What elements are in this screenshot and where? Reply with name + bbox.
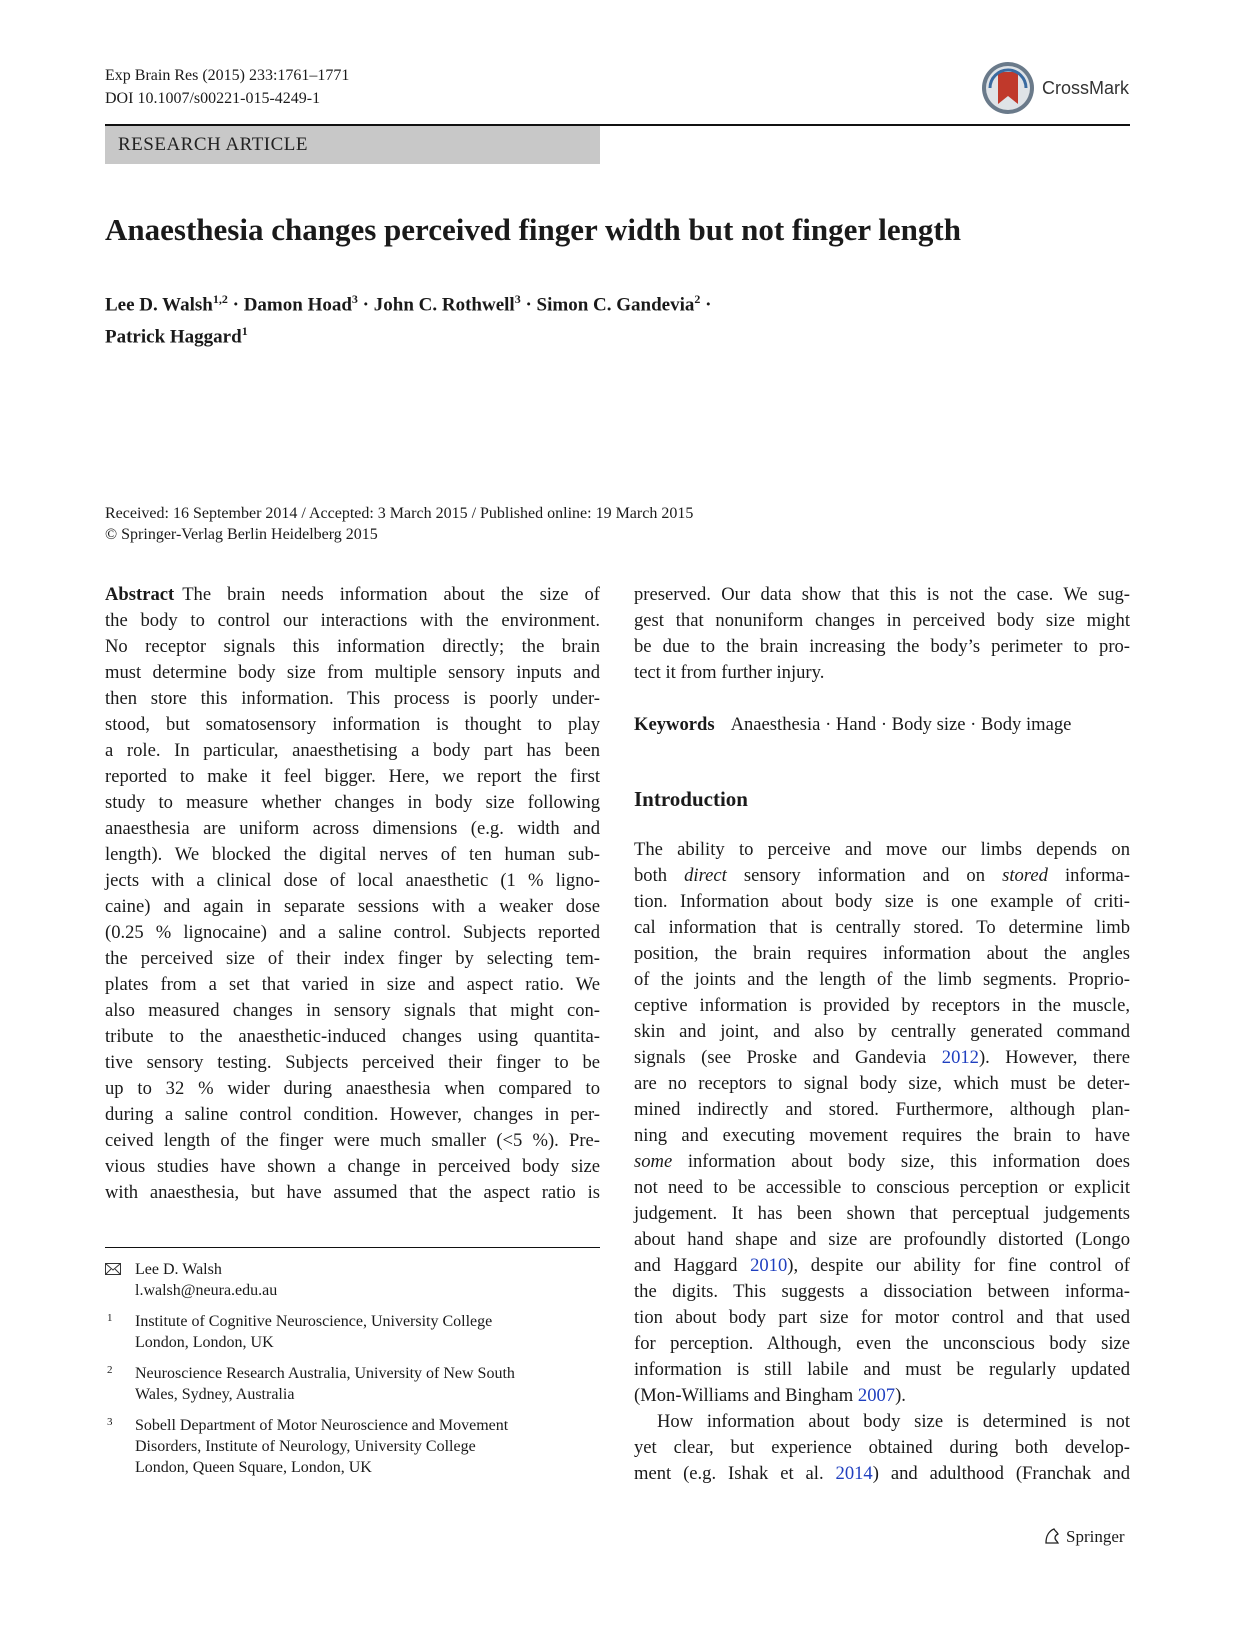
text-line: judgement. It has been shown that perceptual judgements: [634, 1203, 1130, 1224]
abstract-line: stood, but somatosensory information is thought to play: [105, 714, 600, 735]
author-list: [105, 286, 711, 351]
envelope-icon: [105, 1263, 121, 1275]
affiliation-3: [105, 1415, 600, 1478]
text-line: skin and joint, and also by centrally generated command: [634, 1021, 1130, 1042]
abstract-line: (0.25 % lignocaine) and a saline control. Subjects reported: [105, 922, 600, 943]
author-separator: ·: [227, 294, 244, 316]
abstract-line: tribute to the anaesthetic-induced changes using quantita-: [105, 1026, 600, 1047]
abstract-line: the body to control our interactions with the environment.: [105, 610, 600, 631]
affiliation-line: Sobell Department of Motor Neuroscience and Movement: [135, 1417, 509, 1434]
footnotes: [105, 1259, 600, 1488]
author-affiliation-sup: 2: [694, 292, 701, 306]
citation-link[interactable]: 2007: [857, 1385, 896, 1406]
text-line: the digits. This suggests a dissociation between informa-: [634, 1281, 1130, 1302]
springer-horse-icon: [1042, 1526, 1062, 1546]
author-affiliation-sup: 1: [241, 324, 248, 339]
author-affiliation-sup: 3: [351, 292, 358, 306]
text-line: are no receptors to signal body size, which must be deter-: [634, 1073, 1130, 1094]
author-affiliation-sup: 3: [514, 292, 521, 306]
text-line: The ability to perceive and move our limbs depends on: [634, 839, 1130, 860]
affiliation-number: 3: [107, 1416, 113, 1428]
text-line: tion. Information about body size is one example of criti-: [634, 891, 1130, 912]
text-line: of the joints and the length of the limb segments. Proprio-: [634, 969, 1130, 990]
abstract-line: with anaesthesia, but have assumed that the aspect ratio is: [105, 1182, 600, 1203]
abstract-line: be due to the brain increasing the body’s perimeter to pro-: [634, 636, 1130, 657]
text-line: signals (see Proske and Gandevia 2012). However, there: [634, 1047, 1130, 1068]
text-line: and Haggard 2010), despite our ability for fine control of: [634, 1255, 1130, 1276]
affiliation-line: London, Queen Square, London, UK: [135, 1459, 372, 1476]
crossmark-badge[interactable]: [980, 60, 1130, 120]
corresponding-author: [105, 1259, 600, 1301]
abstract-column: [105, 582, 600, 1206]
article-type-banner: [105, 126, 600, 164]
text-line: some information about body size, this information does: [634, 1151, 1130, 1172]
section-heading-introduction: Introduction: [634, 787, 748, 811]
author-name[interactable]: Patrick Haggard: [105, 326, 242, 348]
abstract-line: vious studies have shown a change in perceived body size: [105, 1156, 600, 1177]
author-separator: ·: [520, 294, 537, 316]
abstract-line: reported to make it feel bigger. Here, we report the first: [105, 766, 600, 787]
article-type-label: RESEARCH ARTICLE: [118, 134, 309, 155]
text-line: yet clear, but experience obtained during both develop-: [634, 1437, 1130, 1458]
abstract-line: also measured changes in sensory signals that might con-: [105, 1000, 600, 1021]
abstract-line: a role. In particular, anaesthetising a body part has been: [105, 740, 600, 761]
abstract-line: gest that nonuniform changes in perceived body size might: [634, 610, 1130, 631]
abstract-line: No receptor signals this information directly; the brain: [105, 636, 600, 657]
keywords-heading: Keywords: [634, 714, 715, 735]
text-line: cal information that is centrally stored. To determine limb: [634, 917, 1130, 938]
text-line: mined indirectly and stored. Furthermore, although plan-: [634, 1099, 1130, 1120]
abstract-line: caine) and again in separate sessions with a weaker dose: [105, 896, 600, 917]
abstract-line: Abstract The brain needs information about the size of: [105, 584, 600, 605]
abstract-line: ceived length of the finger were much smaller (<5 %). Pre-: [105, 1130, 600, 1151]
crossmark-label: CrossMark: [1042, 78, 1130, 98]
abstract-line: the perceived size of their index finger by selecting tem-: [105, 948, 600, 969]
citation-link[interactable]: 2010: [750, 1255, 788, 1276]
history-line: Received: 16 September 2014 / Accepted: 3 March 2015 / Published online: 19 March 2015: [105, 505, 694, 522]
author-name[interactable]: John C. Rothwell: [373, 294, 515, 316]
abstract-line: tect it from further injury.: [634, 662, 825, 683]
author-name[interactable]: Simon C. Gandevia: [536, 294, 695, 316]
intro-paragraph-2: [634, 1409, 1130, 1487]
text-line: both direct sensory information and on stored informa-: [634, 865, 1130, 886]
affiliation-line: London, London, UK: [135, 1334, 274, 1351]
author-separator: ·: [700, 294, 712, 316]
citation-link[interactable]: 2014: [835, 1463, 873, 1484]
citation-link[interactable]: 2012: [941, 1047, 979, 1068]
abstract-line: length). We blocked the digital nerves of ten human sub-: [105, 844, 600, 865]
text-line: (Mon-Williams and Bingham 2007).: [634, 1385, 906, 1406]
affiliation-1: [105, 1311, 600, 1353]
intro-paragraph-1: [634, 837, 1130, 1409]
abstract-line: up to 32 % wider during anaesthesia when compared to: [105, 1078, 600, 1099]
contact-email[interactable]: l.walsh@neura.edu.au: [135, 1282, 278, 1299]
article-title: Anaesthesia changes perceived finger width but not finger length: [105, 212, 961, 247]
author-affiliation-sup: 1,2: [212, 292, 228, 306]
affiliation-number: 2: [107, 1364, 113, 1376]
affiliation-line: Institute of Cognitive Neuroscience, University College: [135, 1313, 493, 1330]
text-line: not need to be accessible to conscious perception or explicit: [634, 1177, 1130, 1198]
text-line: about hand shape and size are profoundly distorted (Longo: [634, 1229, 1130, 1250]
right-column: [634, 582, 1130, 1487]
journal-line: Exp Brain Res (2015) 233:1761–1771: [105, 67, 350, 84]
affiliation-2: [105, 1363, 600, 1405]
text-line: ceptive information is provided by receptors in the muscle,: [634, 995, 1130, 1016]
affiliation-line: Wales, Sydney, Australia: [135, 1386, 295, 1403]
text-line: ment (e.g. Ishak et al. 2014) and adulthood (Franchak and: [634, 1463, 1130, 1484]
affiliation-line: Neuroscience Research Australia, University of New South: [135, 1365, 515, 1382]
author-name[interactable]: Lee D. Walsh: [105, 294, 213, 316]
copyright-line: © Springer-Verlag Berlin Heidelberg 2015: [105, 526, 378, 543]
text-line: tion about body part size for motor control and that used: [634, 1307, 1130, 1328]
doi-line: DOI 10.1007/s00221-015-4249-1: [105, 90, 321, 107]
abstract-heading: Abstract: [105, 584, 175, 605]
keywords-list: Anaesthesia · Hand · Body size · Body image: [730, 714, 1072, 735]
abstract-line: tive sensory testing. Subjects perceived their finger to be: [105, 1052, 600, 1073]
abstract-line: plates from a set that varied in size and aspect ratio. We: [105, 974, 600, 995]
footnote-rule: [105, 1247, 600, 1248]
keywords: [634, 712, 1130, 738]
author-separator: ·: [357, 294, 374, 316]
publication-dates: [105, 503, 693, 545]
abstract-line: preserved. Our data show that this is not the case. We sug-: [634, 584, 1130, 605]
abstract-line: jects with a clinical dose of local anaesthetic (1 % ligno-: [105, 870, 600, 891]
abstract-line: during a saline control condition. However, changes in per-: [105, 1104, 600, 1125]
abstract-line: then store this information. This process is poorly under-: [105, 688, 600, 709]
crossmark-icon: [980, 60, 1036, 116]
text-line: How information about body size is determined is not: [657, 1411, 1130, 1432]
journal-citation: [105, 64, 349, 110]
publisher-logo: [1042, 1526, 1125, 1547]
abstract-line: must determine body size from multiple sensory inputs and: [105, 662, 600, 683]
abstract-line: anaesthesia are uniform across dimensions (e.g. width and: [105, 818, 600, 839]
affiliation-line: Disorders, Institute of Neurology, University College: [135, 1438, 476, 1455]
author-name[interactable]: Damon Hoad: [243, 294, 352, 316]
publisher-name: Springer: [1066, 1527, 1125, 1546]
text-line: for perception. Although, even the unconscious body size: [634, 1333, 1130, 1354]
text-line: position, the brain requires information about the angles: [634, 943, 1130, 964]
contact-name: Lee D. Walsh: [135, 1261, 222, 1278]
text-line: ning and executing movement requires the brain to have: [634, 1125, 1130, 1146]
text-line: information is still labile and must be regularly updated: [634, 1359, 1130, 1380]
affiliation-number: 1: [107, 1312, 113, 1324]
abstract-line: study to measure whether changes in body size following: [105, 792, 600, 813]
